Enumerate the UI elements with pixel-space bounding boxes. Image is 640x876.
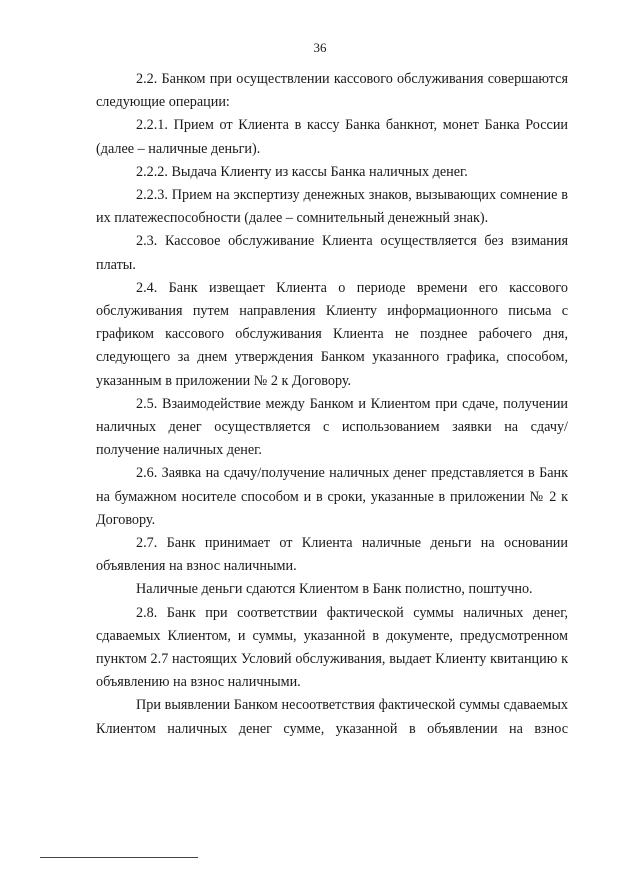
- paragraph-2-2-1: 2.2.1. Прием от Клиента в кассу Банка банкнот, монет Банка России (далее – наличные деньги).: [96, 117, 568, 157]
- paragraph-2-7: 2.7. Банк принимает от Клиента наличные деньги на основании объявления на взнос наличными.: [96, 535, 568, 575]
- document-body: [96, 68, 568, 741]
- paragraph-2-2: 2.2. Банком при осуществлении кассового обслуживания совершаются следующие операции:: [96, 71, 568, 111]
- paragraph-cash-count: Наличные деньги сдаются Клиентом в Банк полистно, поштучно.: [136, 581, 533, 598]
- paragraph-2-2-2: 2.2.2. Выдача Клиенту из кассы Банка наличных денег.: [136, 163, 468, 180]
- paragraph-2-8: 2.8. Банк при соответствии фактической суммы наличных денег, сдаваемых Клиентом, и суммы, указанной в документе, предусмотренном пунктом 2.7 настоящих Условий обслуживания, выдает Клиенту квитанцию к объявлению на взнос наличными.: [96, 604, 568, 691]
- footnote-divider: [40, 857, 198, 858]
- paragraph-2-6: 2.6. Заявка на сдачу/получение наличных денег представляется в Банк на бумажном носителе способом и в сроки, указанные в приложении № 2 к Договору.: [96, 465, 568, 528]
- paragraph-2-3: 2.3. Кассовое обслуживание Клиента осуществляется без взимания платы.: [96, 233, 568, 273]
- paragraph-2-4: 2.4. Банк извещает Клиента о периоде времени его кассового обслуживания путем направления Клиенту информационного письма с графиком кассового обслуживания Клиента не позднее рабочего дня, следующего за днем утверждения Банком указанного графика, способом, указанным в приложении № 2 к Договору.: [96, 279, 568, 389]
- paragraph-mismatch: При выявлении Банком несоответствия фактической суммы сдаваемых Клиентом наличных денег сумме, указанной в объявлении на взнос: [96, 697, 568, 737]
- paragraph-2-2-3: 2.2.3. Прием на экспертизу денежных знаков, вызывающих сомнение в их платежеспособности (далее – сомнительный денежный знак).: [96, 187, 568, 227]
- page-number: 36: [313, 40, 327, 55]
- paragraph-2-5: 2.5. Взаимодействие между Банком и Клиентом при сдаче, получении наличных денег осуществляется с использованием заявки на сдачу/получение наличных денег.: [96, 395, 568, 459]
